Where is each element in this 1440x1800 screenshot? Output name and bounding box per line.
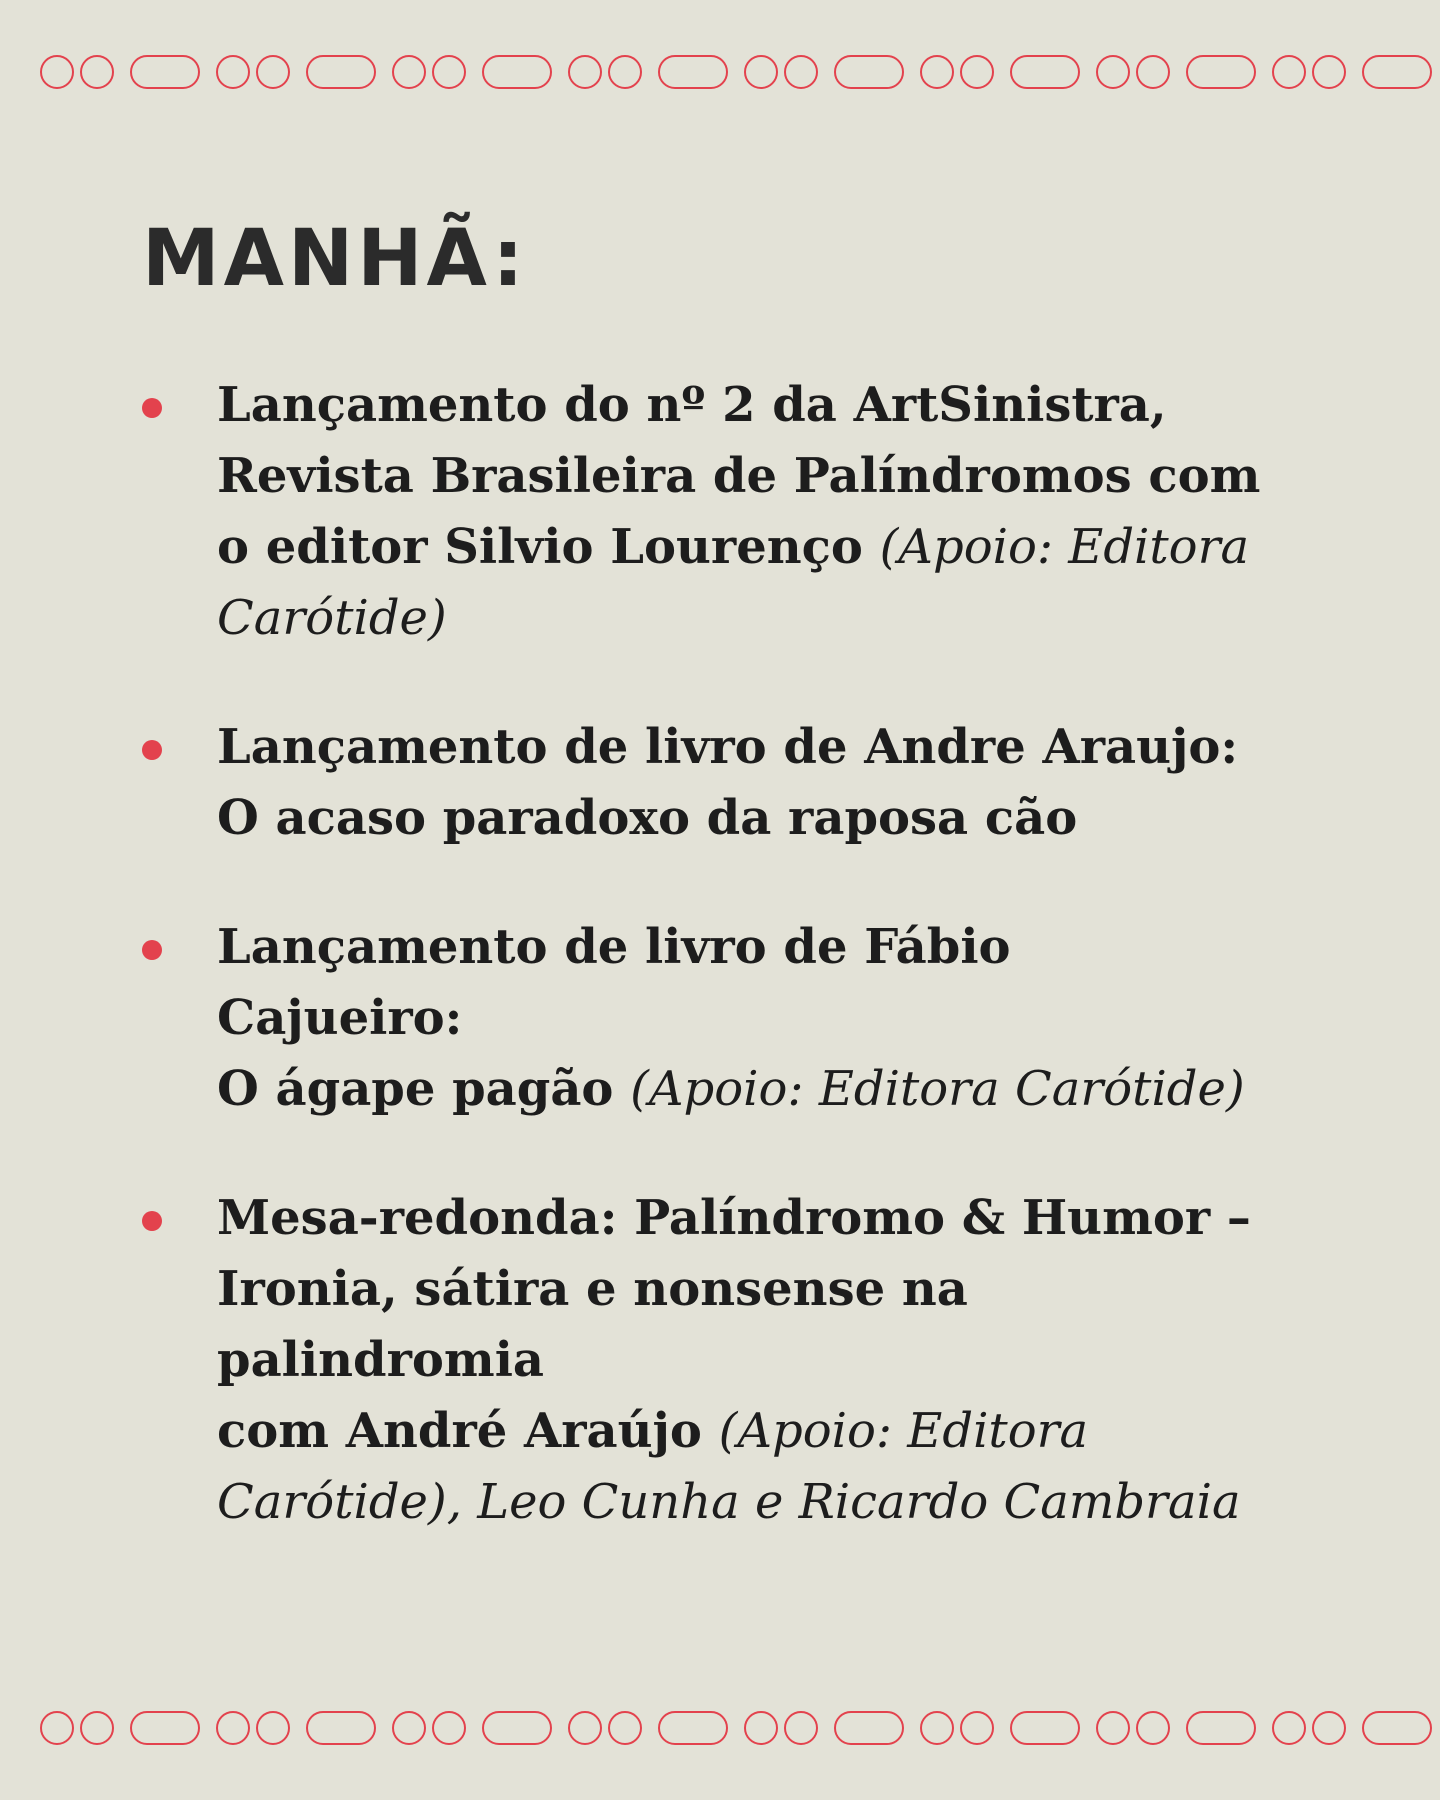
red-dot-bullet-icon — [142, 940, 162, 960]
circle-pattern-icon — [960, 1711, 994, 1745]
event-book-title: O ágape pagão — [217, 1061, 631, 1117]
event-line-1: Lançamento de livro de Fábio Cajueiro: — [217, 919, 1011, 1046]
event-item-mesa-redonda — [142, 1183, 1262, 1538]
pill-pattern-icon — [1186, 1711, 1256, 1745]
border-pattern-group-3 — [392, 55, 568, 89]
circle-pattern-icon — [1312, 55, 1346, 89]
circle-pattern-icon — [744, 1711, 778, 1745]
event-support-text: (Apoio: Editora Carótide) — [217, 1403, 1089, 1530]
border-pattern-group-4 — [568, 1711, 744, 1745]
red-dot-bullet-icon — [142, 740, 162, 760]
event-editor-text: o editor Silvio Lourenço — [217, 519, 880, 575]
circle-pattern-icon — [960, 55, 994, 89]
event-line-2 — [217, 1054, 1262, 1125]
page-title: MANHÃ: — [142, 214, 528, 304]
circle-pattern-icon — [608, 55, 642, 89]
pill-pattern-icon — [834, 1711, 904, 1745]
circle-pattern-icon — [1136, 55, 1170, 89]
top-decorative-border — [40, 52, 1400, 92]
red-dot-bullet-icon — [142, 398, 162, 418]
border-pattern-group-4 — [568, 55, 744, 89]
event-line-3 — [217, 1396, 1262, 1538]
border-pattern-group-5 — [744, 1711, 920, 1745]
circle-pattern-icon — [40, 1711, 74, 1745]
border-pattern-group-6 — [920, 1711, 1096, 1745]
event-line-2: Revista Brasileira de Palíndromos com — [217, 448, 1261, 504]
event-participant-text: com André Araújo — [217, 1403, 719, 1459]
circle-pattern-icon — [1312, 1711, 1346, 1745]
event-item-andre-araujo — [142, 712, 1262, 854]
event-support-text: (Apoio: Editora Carótide) — [630, 1061, 1245, 1117]
circle-pattern-icon — [432, 1711, 466, 1745]
circle-pattern-icon — [1272, 55, 1306, 89]
circle-pattern-icon — [216, 55, 250, 89]
pill-pattern-icon — [306, 55, 376, 89]
pill-pattern-icon — [1186, 55, 1256, 89]
red-dot-bullet-icon — [142, 1211, 162, 1231]
border-pattern-group-7 — [1096, 55, 1272, 89]
circle-pattern-icon — [256, 55, 290, 89]
circle-pattern-icon — [1096, 55, 1130, 89]
border-pattern-group-8 — [1272, 55, 1440, 89]
circle-pattern-icon — [392, 1711, 426, 1745]
events-list — [142, 370, 1262, 1596]
event-line-1: Lançamento de livro de Andre Araujo: — [217, 719, 1239, 775]
border-pattern-group-5 — [744, 55, 920, 89]
circle-pattern-icon — [432, 55, 466, 89]
pill-pattern-icon — [130, 55, 200, 89]
border-pattern-group-2 — [216, 1711, 392, 1745]
circle-pattern-icon — [392, 55, 426, 89]
pill-pattern-icon — [658, 1711, 728, 1745]
circle-pattern-icon — [784, 55, 818, 89]
pill-pattern-icon — [1362, 55, 1432, 89]
circle-pattern-icon — [80, 1711, 114, 1745]
border-pattern-group-2 — [216, 55, 392, 89]
border-pattern-group-1 — [40, 1711, 216, 1745]
circle-pattern-icon — [80, 55, 114, 89]
event-other-participants: , Leo Cunha e Ricardo Cambraia — [446, 1474, 1241, 1530]
circle-pattern-icon — [568, 1711, 602, 1745]
event-line-2: O acaso paradoxo da raposa cão — [217, 790, 1078, 846]
pill-pattern-icon — [1362, 1711, 1432, 1745]
circle-pattern-icon — [1272, 1711, 1306, 1745]
circle-pattern-icon — [40, 55, 74, 89]
pill-pattern-icon — [130, 1711, 200, 1745]
pill-pattern-icon — [306, 1711, 376, 1745]
pill-pattern-icon — [834, 55, 904, 89]
border-pattern-group-3 — [392, 1711, 568, 1745]
pill-pattern-icon — [1010, 1711, 1080, 1745]
circle-pattern-icon — [784, 1711, 818, 1745]
border-pattern-group-8 — [1272, 1711, 1440, 1745]
event-line-3 — [217, 512, 1262, 654]
event-line-1: Mesa-redonda: Palíndromo & Humor – — [217, 1190, 1251, 1246]
pill-pattern-icon — [1010, 55, 1080, 89]
circle-pattern-icon — [1096, 1711, 1130, 1745]
pill-pattern-icon — [482, 1711, 552, 1745]
border-pattern-group-7 — [1096, 1711, 1272, 1745]
event-line-1: Lançamento do nº 2 da ArtSinistra, — [217, 377, 1167, 433]
border-pattern-group-1 — [40, 55, 216, 89]
circle-pattern-icon — [920, 55, 954, 89]
circle-pattern-icon — [216, 1711, 250, 1745]
bottom-decorative-border — [40, 1708, 1400, 1748]
circle-pattern-icon — [744, 55, 778, 89]
circle-pattern-icon — [568, 55, 602, 89]
event-item-artsinistra — [142, 370, 1262, 654]
circle-pattern-icon — [256, 1711, 290, 1745]
circle-pattern-icon — [1136, 1711, 1170, 1745]
pill-pattern-icon — [482, 55, 552, 89]
event-item-fabio-cajueiro — [142, 912, 1262, 1125]
circle-pattern-icon — [920, 1711, 954, 1745]
border-pattern-group-6 — [920, 55, 1096, 89]
event-support-text: (Apoio: Editora Carótide) — [217, 519, 1250, 646]
pill-pattern-icon — [658, 55, 728, 89]
event-line-2: Ironia, sátira e nonsense na palindromia — [217, 1261, 968, 1388]
circle-pattern-icon — [608, 1711, 642, 1745]
